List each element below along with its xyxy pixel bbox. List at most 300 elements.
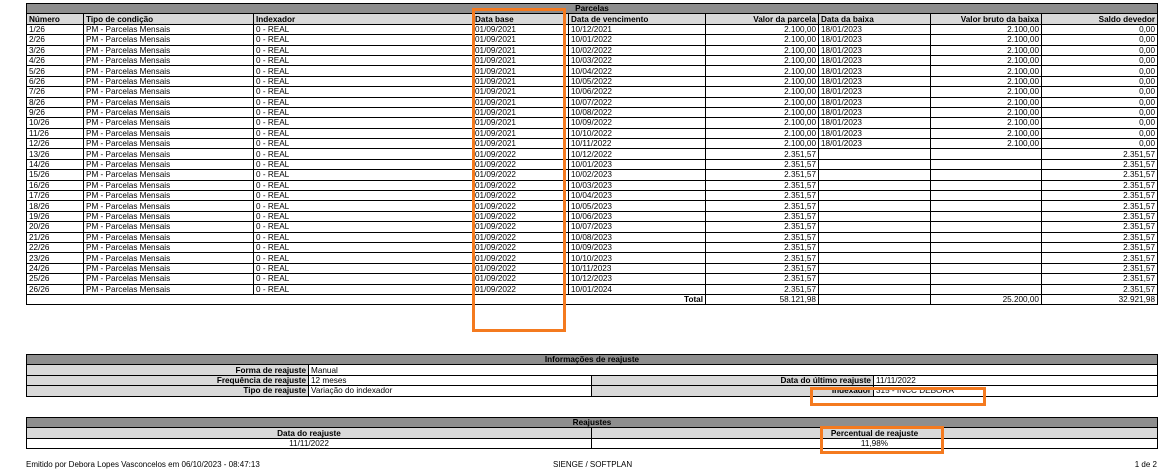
cell-data-vencimento: 10/02/2023 — [569, 170, 706, 180]
cell-valor-parcela: 2.351,57 — [706, 232, 819, 242]
column-header-data-baixa: Data da baixa — [819, 14, 931, 24]
cell-data-base: 01/09/2022 — [473, 211, 569, 221]
cell-valor-bruto-baixa — [931, 253, 1042, 263]
cell-valor-parcela: 2.351,57 — [706, 274, 819, 284]
cell-saldo-devedor: 0,00 — [1042, 87, 1158, 97]
cell-indexador: 0 - REAL — [254, 45, 473, 55]
cell-valor-parcela: 2.351,57 — [706, 170, 819, 180]
cell-tipo-condicao: PM - Parcelas Mensais — [84, 253, 254, 263]
cell-tipo-condicao: PM - Parcelas Mensais — [84, 232, 254, 242]
cell-data-base: 01/09/2021 — [473, 24, 569, 34]
cell-data-baixa — [819, 253, 931, 263]
cell-valor-bruto-baixa — [931, 222, 1042, 232]
cell-tipo-condicao: PM - Parcelas Mensais — [84, 274, 254, 284]
cell-data-vencimento: 10/01/2023 — [569, 159, 706, 169]
forma-reajuste-value: Manual — [309, 365, 1158, 375]
cell-data-vencimento: 10/04/2023 — [569, 191, 706, 201]
cell-tipo-condicao: PM - Parcelas Mensais — [84, 45, 254, 55]
cell-saldo-devedor: 0,00 — [1042, 55, 1158, 65]
table-row — [27, 24, 1158, 34]
cell-indexador: 0 - REAL — [254, 139, 473, 149]
column-header-data-base: Data base — [473, 14, 569, 24]
parcelas-body — [27, 24, 1158, 294]
indexador-value: 315 - INCC DEBORA — [874, 386, 1158, 396]
tipo-reajuste-value: Variação do indexador — [309, 386, 592, 396]
cell-numero: 23/26 — [27, 253, 84, 263]
cell-data-baixa: 18/01/2023 — [819, 97, 931, 107]
table-row — [27, 45, 1158, 55]
cell-data-vencimento: 10/07/2022 — [569, 97, 706, 107]
cell-data-baixa — [819, 180, 931, 190]
table-row — [27, 263, 1158, 273]
table-row — [27, 180, 1158, 190]
cell-data-base: 01/09/2021 — [473, 55, 569, 65]
cell-valor-parcela: 2.100,00 — [706, 76, 819, 86]
cell-data-baixa — [819, 222, 931, 232]
cell-saldo-devedor: 2.351,57 — [1042, 149, 1158, 159]
cell-valor-bruto-baixa — [931, 274, 1042, 284]
cell-numero: 17/26 — [27, 191, 84, 201]
cell-saldo-devedor: 2.351,57 — [1042, 180, 1158, 190]
ultimo-reajuste-value: 11/11/2022 — [874, 375, 1158, 385]
cell-data-base: 01/09/2022 — [473, 274, 569, 284]
table-row — [27, 118, 1158, 128]
cell-data-base: 01/09/2021 — [473, 66, 569, 76]
cell-tipo-condicao: PM - Parcelas Mensais — [84, 149, 254, 159]
cell-valor-bruto-baixa: 2.100,00 — [931, 45, 1042, 55]
cell-data-baixa — [819, 211, 931, 221]
forma-reajuste-label: Forma de reajuste — [27, 365, 309, 375]
cell-saldo-devedor: 2.351,57 — [1042, 159, 1158, 169]
cell-saldo-devedor: 0,00 — [1042, 107, 1158, 117]
table-row — [27, 170, 1158, 180]
frequencia-reajuste-label: Frequência de reajuste — [27, 375, 309, 385]
data-reajuste-value: 11/11/2022 — [27, 438, 592, 448]
column-header-valor-bruto-baixa: Valor bruto da baixa — [931, 14, 1042, 24]
cell-numero: 5/26 — [27, 66, 84, 76]
cell-data-baixa: 18/01/2023 — [819, 66, 931, 76]
cell-valor-bruto-baixa — [931, 191, 1042, 201]
cell-saldo-devedor: 0,00 — [1042, 45, 1158, 55]
cell-tipo-condicao: PM - Parcelas Mensais — [84, 118, 254, 128]
parcelas-header-row — [27, 14, 1158, 24]
cell-tipo-condicao: PM - Parcelas Mensais — [84, 24, 254, 34]
frequencia-reajuste-value: 12 meses — [309, 375, 592, 385]
cell-numero: 14/26 — [27, 159, 84, 169]
table-row — [27, 159, 1158, 169]
cell-indexador: 0 - REAL — [254, 170, 473, 180]
cell-data-vencimento: 10/05/2022 — [569, 76, 706, 86]
cell-valor-parcela: 2.351,57 — [706, 263, 819, 273]
cell-indexador: 0 - REAL — [254, 149, 473, 159]
cell-data-base: 01/09/2022 — [473, 201, 569, 211]
cell-indexador: 0 - REAL — [254, 128, 473, 138]
cell-saldo-devedor: 0,00 — [1042, 66, 1158, 76]
table-row — [27, 35, 1158, 45]
cell-tipo-condicao: PM - Parcelas Mensais — [84, 97, 254, 107]
indexador-label: Indexador — [592, 386, 874, 396]
cell-tipo-condicao: PM - Parcelas Mensais — [84, 87, 254, 97]
cell-numero: 24/26 — [27, 263, 84, 273]
cell-valor-bruto-baixa — [931, 211, 1042, 221]
ultimo-reajuste-label: Data do último reajuste — [592, 375, 874, 385]
cell-valor-bruto-baixa — [931, 263, 1042, 273]
reajustes-title: Reajustes — [27, 418, 1158, 428]
cell-valor-bruto-baixa: 2.100,00 — [931, 24, 1042, 34]
parcelas-total-row — [27, 294, 1158, 304]
cell-valor-parcela: 2.351,57 — [706, 149, 819, 159]
cell-saldo-devedor: 2.351,57 — [1042, 242, 1158, 252]
table-row — [27, 76, 1158, 86]
cell-tipo-condicao: PM - Parcelas Mensais — [84, 76, 254, 86]
cell-tipo-condicao: PM - Parcelas Mensais — [84, 191, 254, 201]
cell-data-base: 01/09/2021 — [473, 107, 569, 117]
cell-saldo-devedor: 2.351,57 — [1042, 263, 1158, 273]
cell-valor-parcela: 2.351,57 — [706, 191, 819, 201]
table-row — [27, 139, 1158, 149]
table-row — [27, 274, 1158, 284]
column-header-saldo-devedor: Saldo devedor — [1042, 14, 1158, 24]
table-row — [27, 201, 1158, 211]
table-row — [27, 222, 1158, 232]
cell-indexador: 0 - REAL — [254, 284, 473, 294]
cell-saldo-devedor: 0,00 — [1042, 35, 1158, 45]
percentual-reajuste-label: Percentual de reajuste — [592, 428, 1158, 438]
table-row — [27, 55, 1158, 65]
informacoes-reajuste-table — [26, 354, 1158, 397]
cell-valor-parcela: 2.351,57 — [706, 180, 819, 190]
cell-data-base: 01/09/2022 — [473, 242, 569, 252]
cell-indexador: 0 - REAL — [254, 263, 473, 273]
total-blank — [819, 294, 931, 304]
cell-saldo-devedor: 0,00 — [1042, 76, 1158, 86]
cell-data-base: 01/09/2022 — [473, 284, 569, 294]
cell-data-baixa: 18/01/2023 — [819, 87, 931, 97]
cell-data-vencimento: 10/08/2023 — [569, 232, 706, 242]
cell-data-vencimento: 10/09/2023 — [569, 242, 706, 252]
cell-tipo-condicao: PM - Parcelas Mensais — [84, 35, 254, 45]
cell-valor-bruto-baixa: 2.100,00 — [931, 87, 1042, 97]
cell-data-vencimento: 10/04/2022 — [569, 66, 706, 76]
cell-data-vencimento: 10/09/2022 — [569, 118, 706, 128]
cell-numero: 13/26 — [27, 149, 84, 159]
cell-indexador: 0 - REAL — [254, 118, 473, 128]
cell-indexador: 0 - REAL — [254, 211, 473, 221]
cell-saldo-devedor: 2.351,57 — [1042, 232, 1158, 242]
cell-data-base: 01/09/2022 — [473, 222, 569, 232]
cell-indexador: 0 - REAL — [254, 76, 473, 86]
table-row — [27, 211, 1158, 221]
cell-data-base: 01/09/2021 — [473, 139, 569, 149]
cell-indexador: 0 - REAL — [254, 55, 473, 65]
table-row — [27, 107, 1158, 117]
cell-indexador: 0 - REAL — [254, 201, 473, 211]
cell-valor-bruto-baixa: 2.100,00 — [931, 107, 1042, 117]
total-valor-bruto-baixa: 25.200,00 — [931, 294, 1042, 304]
cell-data-baixa: 18/01/2023 — [819, 139, 931, 149]
cell-tipo-condicao: PM - Parcelas Mensais — [84, 159, 254, 169]
cell-data-baixa — [819, 263, 931, 273]
table-row — [27, 284, 1158, 294]
reajustes-table — [26, 417, 1158, 449]
cell-indexador: 0 - REAL — [254, 242, 473, 252]
cell-valor-bruto-baixa: 2.100,00 — [931, 35, 1042, 45]
cell-valor-parcela: 2.100,00 — [706, 45, 819, 55]
table-row — [27, 149, 1158, 159]
cell-valor-bruto-baixa — [931, 232, 1042, 242]
cell-saldo-devedor: 2.351,57 — [1042, 274, 1158, 284]
cell-valor-parcela: 2.351,57 — [706, 284, 819, 294]
cell-valor-bruto-baixa — [931, 201, 1042, 211]
cell-data-base: 01/09/2021 — [473, 87, 569, 97]
cell-valor-bruto-baixa — [931, 242, 1042, 252]
cell-data-baixa: 18/01/2023 — [819, 35, 931, 45]
cell-data-base: 01/09/2022 — [473, 159, 569, 169]
cell-data-vencimento: 10/08/2022 — [569, 107, 706, 117]
cell-data-vencimento: 10/11/2023 — [569, 263, 706, 273]
cell-indexador: 0 - REAL — [254, 97, 473, 107]
column-header-valor-parcela: Valor da parcela — [706, 14, 819, 24]
cell-valor-bruto-baixa: 2.100,00 — [931, 118, 1042, 128]
cell-data-baixa — [819, 242, 931, 252]
cell-saldo-devedor: 0,00 — [1042, 97, 1158, 107]
parcelas-title: Parcelas — [27, 4, 1158, 14]
cell-data-base: 01/09/2021 — [473, 128, 569, 138]
cell-data-vencimento: 10/06/2022 — [569, 87, 706, 97]
cell-data-vencimento: 10/07/2023 — [569, 222, 706, 232]
cell-data-vencimento: 10/01/2024 — [569, 284, 706, 294]
cell-saldo-devedor: 0,00 — [1042, 128, 1158, 138]
cell-tipo-condicao: PM - Parcelas Mensais — [84, 55, 254, 65]
cell-numero: 11/26 — [27, 128, 84, 138]
table-row — [27, 253, 1158, 263]
cell-saldo-devedor: 2.351,57 — [1042, 211, 1158, 221]
cell-numero: 15/26 — [27, 170, 84, 180]
cell-numero: 20/26 — [27, 222, 84, 232]
cell-tipo-condicao: PM - Parcelas Mensais — [84, 263, 254, 273]
cell-data-vencimento: 10/05/2023 — [569, 201, 706, 211]
cell-numero: 6/26 — [27, 76, 84, 86]
cell-data-base: 01/09/2021 — [473, 45, 569, 55]
table-row — [27, 87, 1158, 97]
cell-valor-parcela: 2.100,00 — [706, 24, 819, 34]
cell-numero: 3/26 — [27, 45, 84, 55]
cell-data-baixa — [819, 201, 931, 211]
cell-data-baixa — [819, 149, 931, 159]
cell-saldo-devedor: 2.351,57 — [1042, 170, 1158, 180]
cell-valor-parcela: 2.351,57 — [706, 211, 819, 221]
cell-data-vencimento: 10/06/2023 — [569, 211, 706, 221]
cell-valor-bruto-baixa — [931, 170, 1042, 180]
cell-data-base: 01/09/2021 — [473, 76, 569, 86]
cell-numero: 18/26 — [27, 201, 84, 211]
column-header-tipo-condicao: Tipo de condição — [84, 14, 254, 24]
tipo-reajuste-label: Tipo de reajuste — [27, 386, 309, 396]
cell-data-base: 01/09/2022 — [473, 170, 569, 180]
cell-indexador: 0 - REAL — [254, 87, 473, 97]
cell-indexador: 0 - REAL — [254, 24, 473, 34]
cell-data-base: 01/09/2021 — [473, 35, 569, 45]
cell-valor-parcela: 2.100,00 — [706, 35, 819, 45]
cell-numero: 25/26 — [27, 274, 84, 284]
cell-data-baixa: 18/01/2023 — [819, 24, 931, 34]
cell-tipo-condicao: PM - Parcelas Mensais — [84, 211, 254, 221]
cell-valor-bruto-baixa: 2.100,00 — [931, 97, 1042, 107]
cell-valor-parcela: 2.100,00 — [706, 55, 819, 65]
cell-numero: 22/26 — [27, 242, 84, 252]
cell-indexador: 0 - REAL — [254, 232, 473, 242]
cell-data-base: 01/09/2022 — [473, 253, 569, 263]
cell-valor-bruto-baixa: 2.100,00 — [931, 55, 1042, 65]
cell-saldo-devedor: 2.351,57 — [1042, 253, 1158, 263]
cell-tipo-condicao: PM - Parcelas Mensais — [84, 180, 254, 190]
cell-valor-parcela: 2.100,00 — [706, 87, 819, 97]
cell-saldo-devedor: 2.351,57 — [1042, 201, 1158, 211]
cell-data-baixa: 18/01/2023 — [819, 55, 931, 65]
total-label: Total — [27, 294, 706, 304]
column-header-data-vencimento: Data de vencimento — [569, 14, 706, 24]
cell-data-vencimento: 10/10/2022 — [569, 128, 706, 138]
cell-valor-parcela: 2.100,00 — [706, 107, 819, 117]
footer-emitido: Emitido por Debora Lopes Vasconcelos em 06/10/2023 - 08:47:13 — [26, 460, 260, 469]
cell-valor-parcela: 2.100,00 — [706, 139, 819, 149]
cell-data-base: 01/09/2021 — [473, 97, 569, 107]
cell-saldo-devedor: 0,00 — [1042, 24, 1158, 34]
cell-data-base: 01/09/2022 — [473, 263, 569, 273]
cell-data-vencimento: 10/11/2022 — [569, 139, 706, 149]
cell-numero: 12/26 — [27, 139, 84, 149]
cell-saldo-devedor: 2.351,57 — [1042, 284, 1158, 294]
cell-numero: 10/26 — [27, 118, 84, 128]
cell-valor-parcela: 2.351,57 — [706, 253, 819, 263]
cell-tipo-condicao: PM - Parcelas Mensais — [84, 284, 254, 294]
cell-indexador: 0 - REAL — [254, 222, 473, 232]
cell-valor-bruto-baixa: 2.100,00 — [931, 76, 1042, 86]
cell-valor-parcela: 2.351,57 — [706, 222, 819, 232]
cell-valor-parcela: 2.100,00 — [706, 97, 819, 107]
cell-data-vencimento: 10/01/2022 — [569, 35, 706, 45]
cell-data-baixa: 18/01/2023 — [819, 118, 931, 128]
cell-valor-bruto-baixa — [931, 159, 1042, 169]
cell-data-baixa — [819, 191, 931, 201]
data-reajuste-label: Data do reajuste — [27, 428, 592, 438]
cell-data-vencimento: 10/10/2023 — [569, 253, 706, 263]
cell-valor-parcela: 2.351,57 — [706, 242, 819, 252]
cell-indexador: 0 - REAL — [254, 180, 473, 190]
cell-indexador: 0 - REAL — [254, 66, 473, 76]
cell-numero: 19/26 — [27, 211, 84, 221]
table-row — [27, 97, 1158, 107]
cell-data-baixa — [819, 159, 931, 169]
cell-data-vencimento: 10/03/2023 — [569, 180, 706, 190]
cell-saldo-devedor: 2.351,57 — [1042, 222, 1158, 232]
cell-data-baixa — [819, 170, 931, 180]
parcelas-table — [26, 3, 1158, 305]
cell-data-base: 01/09/2022 — [473, 191, 569, 201]
cell-valor-bruto-baixa — [931, 180, 1042, 190]
cell-tipo-condicao: PM - Parcelas Mensais — [84, 170, 254, 180]
cell-saldo-devedor: 0,00 — [1042, 118, 1158, 128]
percentual-reajuste-value: 11,98% — [592, 438, 1158, 448]
cell-valor-bruto-baixa — [931, 149, 1042, 159]
cell-valor-bruto-baixa — [931, 284, 1042, 294]
table-row — [27, 242, 1158, 252]
table-row — [27, 66, 1158, 76]
cell-data-vencimento: 10/12/2022 — [569, 149, 706, 159]
cell-data-vencimento: 10/12/2021 — [569, 24, 706, 34]
cell-valor-parcela: 2.100,00 — [706, 66, 819, 76]
cell-data-base: 01/09/2022 — [473, 180, 569, 190]
page-footer — [26, 460, 1157, 470]
cell-numero: 9/26 — [27, 107, 84, 117]
cell-tipo-condicao: PM - Parcelas Mensais — [84, 139, 254, 149]
cell-tipo-condicao: PM - Parcelas Mensais — [84, 222, 254, 232]
cell-valor-parcela: 2.351,57 — [706, 159, 819, 169]
informacoes-title: Informações de reajuste — [27, 355, 1158, 365]
cell-tipo-condicao: PM - Parcelas Mensais — [84, 107, 254, 117]
column-header-numero: Número — [27, 14, 84, 24]
cell-valor-bruto-baixa: 2.100,00 — [931, 139, 1042, 149]
cell-tipo-condicao: PM - Parcelas Mensais — [84, 128, 254, 138]
cell-indexador: 0 - REAL — [254, 191, 473, 201]
total-valor-parcela: 58.121,98 — [706, 294, 819, 304]
cell-data-baixa: 18/01/2023 — [819, 76, 931, 86]
cell-indexador: 0 - REAL — [254, 253, 473, 263]
cell-data-baixa — [819, 274, 931, 284]
cell-tipo-condicao: PM - Parcelas Mensais — [84, 201, 254, 211]
cell-valor-bruto-baixa: 2.100,00 — [931, 66, 1042, 76]
cell-valor-parcela: 2.100,00 — [706, 128, 819, 138]
cell-numero: 16/26 — [27, 180, 84, 190]
table-row — [27, 128, 1158, 138]
cell-numero: 8/26 — [27, 97, 84, 107]
cell-data-baixa — [819, 284, 931, 294]
cell-data-baixa — [819, 232, 931, 242]
cell-indexador: 0 - REAL — [254, 107, 473, 117]
cell-saldo-devedor: 0,00 — [1042, 139, 1158, 149]
cell-data-vencimento: 10/12/2023 — [569, 274, 706, 284]
cell-tipo-condicao: PM - Parcelas Mensais — [84, 242, 254, 252]
cell-saldo-devedor: 2.351,57 — [1042, 191, 1158, 201]
cell-indexador: 0 - REAL — [254, 35, 473, 45]
footer-pagina: 1 de 2 — [1134, 460, 1157, 469]
table-row — [27, 191, 1158, 201]
cell-tipo-condicao: PM - Parcelas Mensais — [84, 66, 254, 76]
cell-valor-parcela: 2.351,57 — [706, 201, 819, 211]
cell-indexador: 0 - REAL — [254, 274, 473, 284]
cell-data-base: 01/09/2021 — [473, 118, 569, 128]
cell-numero: 7/26 — [27, 87, 84, 97]
cell-data-base: 01/09/2022 — [473, 149, 569, 159]
cell-data-baixa: 18/01/2023 — [819, 107, 931, 117]
total-saldo-devedor: 32.921,98 — [1042, 294, 1158, 304]
table-row — [27, 232, 1158, 242]
cell-data-baixa: 18/01/2023 — [819, 45, 931, 55]
cell-numero: 26/26 — [27, 284, 84, 294]
cell-numero: 1/26 — [27, 24, 84, 34]
column-header-indexador: Indexador — [254, 14, 473, 24]
cell-valor-bruto-baixa: 2.100,00 — [931, 128, 1042, 138]
cell-numero: 21/26 — [27, 232, 84, 242]
cell-data-baixa: 18/01/2023 — [819, 128, 931, 138]
cell-data-vencimento: 10/03/2022 — [569, 55, 706, 65]
cell-data-vencimento: 10/02/2022 — [569, 45, 706, 55]
cell-numero: 4/26 — [27, 55, 84, 65]
footer-sistema: SIENGE / SOFTPLAN — [553, 460, 633, 469]
cell-valor-parcela: 2.100,00 — [706, 118, 819, 128]
cell-data-base: 01/09/2022 — [473, 232, 569, 242]
cell-indexador: 0 - REAL — [254, 159, 473, 169]
